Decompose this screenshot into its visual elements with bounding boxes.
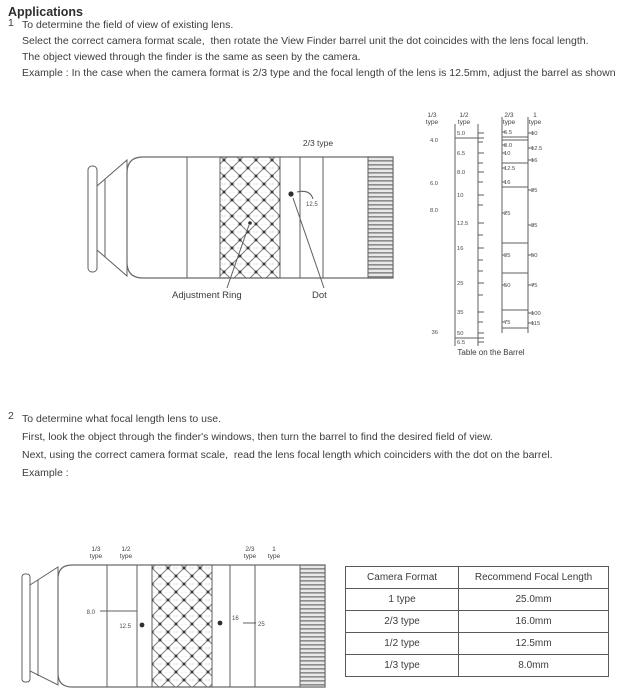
scale-value: 75	[531, 283, 538, 289]
section-2	[8, 410, 553, 482]
table-header-cell: Recommend Focal Length	[459, 567, 609, 589]
adjustment-ring-hatch	[220, 157, 280, 278]
svg-text:type: type	[425, 119, 439, 126]
dot-value-label: 12.5	[306, 202, 318, 208]
scale-value: 36	[431, 330, 438, 336]
table-cell: 25.0mm	[459, 589, 609, 611]
scale-value: 50	[504, 283, 511, 289]
item-number: 2	[8, 410, 14, 422]
format-type-label: 2/3 type	[302, 138, 334, 148]
scale-value: 35	[457, 310, 464, 316]
scale-header-13: 1/3	[427, 112, 437, 119]
barrel-scale	[415, 105, 565, 365]
item-number: 1	[8, 17, 14, 29]
scale-value: 100	[531, 311, 541, 317]
dot-label: Dot	[312, 290, 327, 301]
reading-12type: 12.5	[119, 624, 131, 630]
scale-value: 6.5	[504, 130, 513, 136]
scale-right-ruler	[502, 117, 542, 333]
scale-value: 8.0	[504, 143, 513, 149]
reading-13type: 8.0	[86, 610, 95, 616]
scale-value: 6.5	[457, 151, 466, 157]
scale-value: 12.5	[504, 166, 516, 172]
leader-dot	[248, 221, 252, 225]
reading-23type: 16	[232, 616, 239, 622]
format-type-labels	[90, 546, 281, 560]
scale-value: 25	[531, 188, 538, 194]
scale-header-12: 1/2	[459, 112, 469, 119]
table-row	[346, 589, 609, 611]
format-type-label: 1/3	[91, 546, 101, 553]
scale-value: 10	[504, 151, 511, 157]
scale-value: 12.5	[531, 146, 543, 152]
svg-text:type: type	[119, 553, 133, 560]
scale-value: 50	[457, 331, 464, 337]
format-type-label: 1/2	[121, 546, 131, 553]
instruction-line: Select the correct camera format scale, then rotate the View Finder barrel unit the dot coincides with the lens focal length.	[22, 35, 589, 47]
table-cell: 8.0mm	[459, 655, 609, 677]
scale-value: 6.5	[457, 340, 466, 346]
scale-value: 16	[504, 180, 511, 186]
scale-value: 5.0	[457, 131, 466, 137]
scale-value: 115	[531, 321, 541, 327]
instruction-line: To determine the field of view of existing lens.	[22, 19, 234, 31]
table-cell: 1 type	[346, 589, 459, 611]
instruction-line: Example : In the case when the camera format is 2/3 type and the focal length of the lens is 12.5mm, adjust the barrel as shown	[22, 67, 616, 79]
instruction-line: Next, using the correct camera format scale, read the lens focal length which coinciders with the dot on the barrel.	[22, 449, 553, 461]
instruction-line: First, look the object through the finder's windows, then turn the barrel to find the desired field of view.	[22, 431, 493, 443]
svg-text:type: type	[502, 119, 516, 126]
scale-value: 16	[457, 246, 464, 252]
svg-text:type: type	[457, 119, 471, 126]
adjustment-ring-label: Adjustment Ring	[172, 290, 242, 301]
lens-diagram-2	[8, 540, 338, 694]
eyepiece-cone	[30, 567, 58, 685]
table-cell: 1/3 type	[346, 655, 459, 677]
table-cell: 1/2 type	[346, 633, 459, 655]
scale-value: 6.0	[429, 181, 438, 187]
table-row	[346, 611, 609, 633]
focus-dot	[218, 621, 223, 626]
scale-header-1: 1	[533, 112, 537, 119]
instruction-line: To determine what focal length lens to use.	[22, 413, 222, 425]
adjustment-ring-hatch	[152, 565, 212, 687]
table-header-cell: Camera Format	[346, 567, 459, 589]
focus-dot	[140, 623, 145, 628]
scale-value: 75	[504, 320, 511, 326]
svg-text:type: type	[267, 553, 281, 560]
scale-value: 35	[504, 253, 511, 259]
svg-text:type: type	[89, 553, 103, 560]
eyepiece-cone	[97, 160, 127, 276]
viewfinder-flange	[88, 166, 97, 272]
knurled-ring	[368, 157, 393, 278]
reading-1type: 25	[258, 622, 265, 628]
focus-dot	[288, 191, 293, 196]
viewfinder-flange	[22, 574, 30, 682]
scale-value: 10	[531, 131, 538, 137]
page-title: Applications	[8, 5, 84, 19]
table-cell: 16.0mm	[459, 611, 609, 633]
format-type-label: 2/3	[245, 546, 255, 553]
scale-value: 25	[504, 211, 511, 217]
camera-format-table-body	[346, 589, 609, 677]
instruction-line: Example :	[22, 467, 69, 479]
table-cell: 12.5mm	[459, 633, 609, 655]
svg-text:type: type	[243, 553, 257, 560]
pointer-arc	[297, 191, 313, 199]
scale-header-23: 2/3	[504, 112, 514, 119]
scale-value: 8.0	[457, 170, 466, 176]
scale-value: 4.0	[429, 138, 438, 144]
table-header-row	[346, 567, 609, 589]
instruction-line: The object viewed through the finder is the same as seen by the camera.	[22, 51, 361, 63]
svg-text:type: type	[528, 119, 542, 126]
scale-value: 50	[531, 253, 538, 259]
lens-diagram-1	[80, 128, 415, 313]
table-cell: 2/3 type	[346, 611, 459, 633]
scale-left-ruler	[430, 124, 484, 346]
scale-value: 10	[457, 193, 464, 199]
format-type-label: 1	[272, 546, 276, 553]
knurled-ring	[300, 565, 325, 687]
section-1	[8, 17, 616, 81]
table-row	[346, 633, 609, 655]
scale-value: 12.5	[457, 221, 469, 227]
scale-value: 35	[531, 223, 538, 229]
camera-format-table	[345, 566, 609, 677]
scale-value: 16	[531, 158, 538, 164]
scale-caption: Table on the Barrel	[457, 348, 525, 357]
scale-value: 8.0	[429, 208, 438, 214]
table-row	[346, 655, 609, 677]
leader-line	[293, 198, 324, 288]
scale-value: 25	[457, 281, 464, 287]
